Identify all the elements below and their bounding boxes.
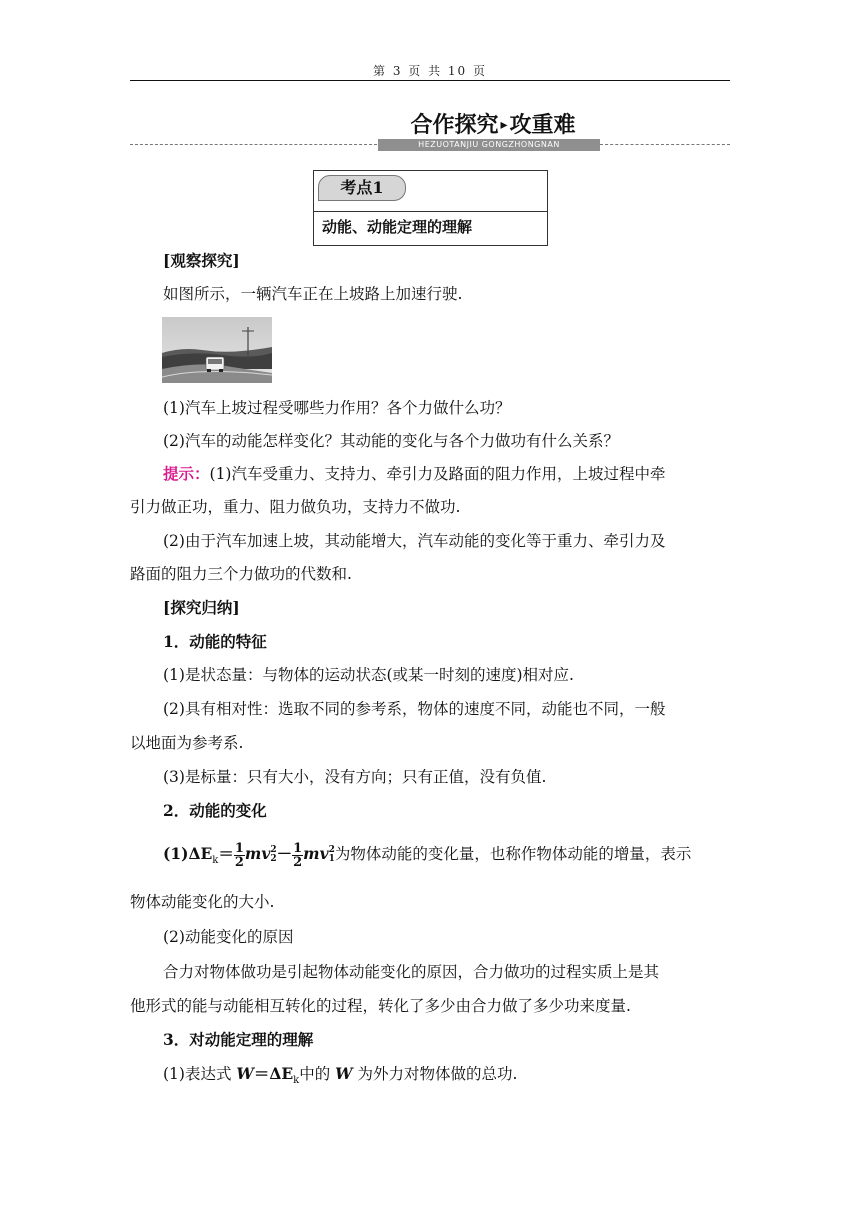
formula-fraction-1 (234, 842, 245, 869)
section-1-point-1: (1)是状态量：与物体的运动状态(或某一时刻的速度)相对应. (163, 666, 574, 684)
observe-heading: [观察探究] (163, 251, 240, 270)
term-1-sub: 2 (270, 854, 277, 864)
hint-2-line-a: (2)由于汽车加速上坡，其动能增大，汽车动能的变化等于重力、牵引力及 (163, 532, 666, 550)
banner-dash-right (600, 144, 730, 145)
section-2-point-2-title: (2)动能变化的原因 (163, 928, 294, 946)
section-2-title: 2．动能的变化 (163, 801, 267, 820)
hint-1-text-a: (1)汽车受重力、支持力、牵引力及路面的阻力作用，上坡过程中牵 (209, 465, 666, 483)
kaodian-box (313, 170, 548, 246)
s3-text-a: (1)表达式 (163, 1065, 237, 1083)
section-2-formula-cont: 物体动能变化的大小. (130, 893, 275, 911)
formula-minus: － (276, 844, 293, 863)
formula-eq: ＝ (218, 844, 234, 863)
formula-term-1: mv (244, 844, 271, 863)
banner-arrow-icon: ▸ (500, 117, 508, 133)
hint-label: 提示： (163, 464, 210, 483)
section-2-formula (163, 837, 730, 871)
banner-title-right: 攻重难 (509, 113, 576, 138)
formula-description: 为物体动能的变化量，也称作物体动能的增量，表示 (334, 845, 692, 863)
section-1-title: 1．动能的特征 (163, 632, 267, 651)
section-1-point-2a: (2)具有相对性：选取不同的参考系，物体的速度不同，动能也不同，一般 (163, 700, 666, 718)
s3-var-w2: W (335, 1064, 353, 1083)
section-2-point-2b: 他形式的能与动能相互转化的过程，转化了多少由合力做了多少功来度量. (130, 997, 631, 1015)
s3-text-c: 为外力对物体做的总功. (352, 1065, 518, 1083)
hint-1-line-a (163, 464, 730, 484)
section-1-point-2b: 以地面为参考系. (130, 734, 244, 752)
formula-term-2: mv (303, 844, 329, 863)
question-2: (2)汽车的动能怎样变化？其动能的变化与各个力做功有什么关系？ (163, 432, 619, 450)
formula-sub: k (212, 855, 219, 867)
section-banner (130, 108, 730, 154)
kaodian-divider (314, 211, 547, 212)
s3-sub: k (293, 1075, 300, 1087)
question-1: (1)汽车上坡过程受哪些力作用？各个力做什么功？ (163, 399, 511, 417)
kaodian-tab: 考点1 (318, 175, 406, 201)
banner-title (388, 108, 598, 139)
kaodian-title: 动能、动能定理的理解 (322, 218, 473, 236)
frac-1-num: 1 (234, 840, 244, 856)
frac-1-den: 2 (234, 854, 244, 870)
frac-2-den: 2 (293, 854, 303, 870)
term-2-sub: 1 (328, 854, 335, 864)
s3-var-w: W (236, 1064, 254, 1083)
formula-prefix: (1)ΔE (163, 844, 213, 863)
s3-text-b: 中的 (299, 1065, 336, 1083)
summary-heading: [探究归纳] (163, 598, 240, 617)
banner-dash-left (130, 144, 382, 145)
frac-2-num: 1 (293, 840, 303, 856)
header-rule (130, 80, 730, 81)
section-2-point-2a: 合力对物体做功是引起物体动能变化的原因，合力做功的过程实质上是其 (163, 963, 660, 981)
s3-eq: ＝ΔE (253, 1064, 294, 1083)
observe-intro: 如图所示，一辆汽车正在上坡路上加速行驶. (163, 285, 463, 303)
hint-2-line-b: 路面的阻力三个力做功的代数和. (130, 565, 352, 583)
section-3-title: 3．对动能定理的理解 (163, 1030, 314, 1049)
page-number-header: 第 3 页 共 10 页 (373, 64, 487, 78)
car-uphill-photo (162, 317, 272, 383)
section-1-point-3: (3)是标量：只有大小，没有方向；只有正值，没有负值. (163, 768, 547, 786)
term-1-sup: 2 (270, 845, 277, 855)
term-2-sup: 2 (328, 845, 335, 855)
banner-title-left: 合作探究 (410, 113, 499, 138)
formula-fraction-2 (292, 842, 303, 869)
section-3-point-1 (163, 1064, 730, 1091)
banner-subtitle: HEZUOTANJIU GONGZHONGNAN (378, 139, 600, 151)
car-uphill-image (162, 317, 272, 383)
hint-1-line-b: 引力做正功，重力、阻力做负功，支持力不做功. (130, 498, 461, 516)
